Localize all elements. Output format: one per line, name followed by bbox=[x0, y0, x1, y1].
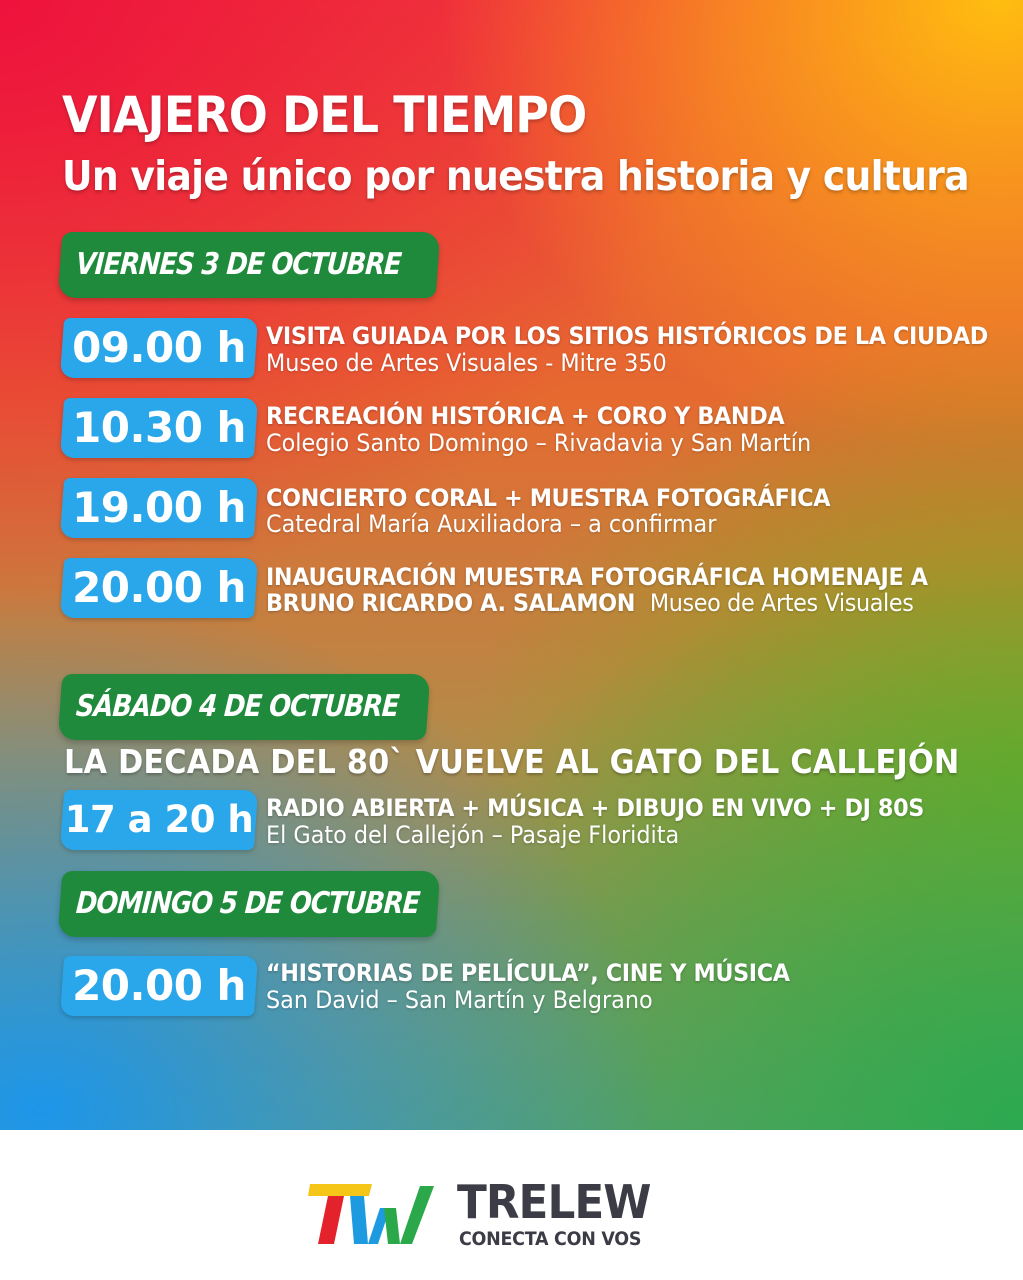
event-time: 20.00 h bbox=[72, 961, 246, 1010]
event-title: “HISTORIAS DE PELÍCULA”, CINE Y MÚSICA bbox=[266, 959, 790, 987]
event-title: CONCIERTO CORAL + MUESTRA FOTOGRÁFICA bbox=[266, 484, 831, 512]
day-label: VIERNES 3 DE OCTUBRE bbox=[74, 247, 402, 282]
time-pill bbox=[60, 558, 258, 618]
event-title: RADIO ABIERTA + MÚSICA + DIBUJO EN VIVO + DJ 80S bbox=[266, 794, 924, 822]
trelew-tw-logo-icon bbox=[308, 1182, 438, 1246]
event-place: San David – San Martín y Belgrano bbox=[266, 986, 653, 1014]
event-place: Museo de Artes Visuales bbox=[649, 589, 914, 617]
event-place: Colegio Santo Domingo – Rivadavia y San Martín bbox=[266, 429, 812, 457]
event-title: VISITA GUIADA POR LOS SITIOS HISTÓRICOS DE LA CIUDAD bbox=[266, 322, 988, 350]
day-badge-domingo bbox=[58, 871, 441, 937]
event-time: 09.00 h bbox=[72, 323, 246, 372]
event-time: 17 a 20 h bbox=[64, 798, 254, 841]
day-badge-viernes bbox=[58, 232, 441, 298]
poster-title: VIAJERO DEL TIEMPO bbox=[62, 86, 587, 144]
brand-name: TRELEW bbox=[457, 1175, 651, 1229]
event-place: Catedral María Auxiliadora – a confirmar bbox=[266, 510, 717, 538]
poster-subtitle: Un viaje único por nuestra historia y cultura bbox=[62, 152, 969, 200]
time-pill bbox=[60, 790, 258, 850]
event-place: Museo de Artes Visuales - Mitre 350 bbox=[266, 349, 667, 377]
event-title-continued: BRUNO RICARDO A. SALAMON bbox=[266, 589, 636, 617]
time-pill bbox=[60, 478, 258, 538]
day-label: DOMINGO 5 DE OCTUBRE bbox=[74, 886, 421, 921]
event-title: RECREACIÓN HISTÓRICA + CORO Y BANDA bbox=[266, 402, 785, 430]
time-pill bbox=[60, 318, 258, 378]
event-time: 10.30 h bbox=[72, 403, 246, 452]
brand-tagline: CONECTA CON VOS bbox=[459, 1228, 642, 1250]
time-pill bbox=[60, 956, 258, 1016]
saturday-headline: LA DECADA DEL 80` VUELVE AL GATO DEL CALLEJÓN bbox=[64, 742, 960, 781]
day-label: SÁBADO 4 DE OCTUBRE bbox=[74, 689, 400, 724]
day-badge-sabado bbox=[58, 674, 431, 740]
event-title-line2 bbox=[266, 589, 913, 617]
time-pill bbox=[60, 398, 258, 458]
event-time: 20.00 h bbox=[72, 563, 246, 612]
event-title: INAUGURACIÓN MUESTRA FOTOGRÁFICA HOMENAJE A bbox=[266, 563, 928, 591]
event-place: El Gato del Callejón – Pasaje Floridita bbox=[266, 821, 680, 849]
event-time: 19.00 h bbox=[72, 483, 246, 532]
